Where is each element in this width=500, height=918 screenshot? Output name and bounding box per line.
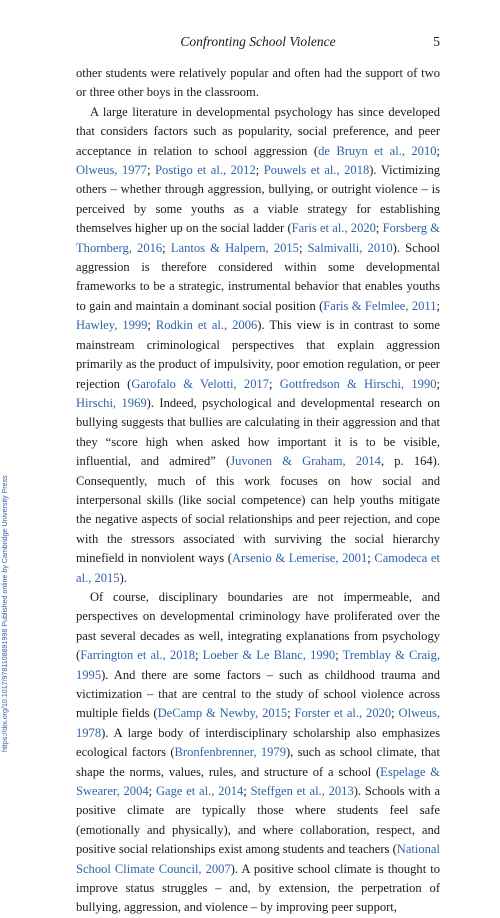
text-run: ). This view is in contrast to some mainstream criminological perspectives that explain aggression primarily as the product of impulsivity, poor emotion regulation, or peer rejection ( — [76, 318, 440, 391]
text-run: other students were relatively popular and often had the support of two or three other boys in the classroom. — [76, 66, 440, 100]
running-head — [76, 34, 440, 54]
doi-link[interactable]: https://doi.org/10.1017/9781108891998 Published online by Cambridge University Press — [1, 475, 9, 752]
citation-link[interactable]: Camodeca et al., 2015 — [76, 551, 440, 585]
text-run: ; — [147, 163, 156, 178]
citation-link[interactable]: Bronfenbrenner, 1979 — [174, 745, 286, 760]
text-run: ), such as school climate, that shape the norms, values, rules, and structure of a school ( — [76, 745, 440, 779]
text-run: ; — [375, 221, 383, 236]
text-run: A large literature in developmental psychology has since developed that considers factors such as popularity, social preference, and peer acceptance in relation to school aggression ( — [76, 104, 440, 158]
text-run: Of course, disciplinary boundaries are not impermeable, and perspectives on developmental criminology have proliferated over the past several decades as well, integrating explanations from psychology ( — [76, 589, 440, 663]
text-run: ). School aggression is therefore considered within some developmental frameworks to be a strategic, instrumental behavior that enables youths to gain and maintain a dominant social position ( — [76, 240, 441, 313]
citation-link[interactable]: Garofalo & Velotti, 2017 — [131, 376, 270, 391]
text-run: ; — [436, 376, 441, 391]
text-run: ; — [391, 706, 399, 721]
text-run: ; — [195, 648, 203, 663]
citation-link[interactable]: de Bruyn et al., 2010 — [318, 143, 437, 158]
text-run: ; — [367, 551, 375, 566]
citation-link[interactable]: Salmivalli, 2010 — [307, 240, 393, 255]
citation-link[interactable]: Pouwels et al., 2018 — [263, 163, 370, 178]
running-title: Confronting School Violence — [180, 34, 336, 49]
citation-link[interactable]: Arsenio & Lemerise, 2001 — [231, 551, 368, 566]
citation-link[interactable]: Juvonen & Graham, 2014 — [230, 454, 381, 469]
citation-link[interactable]: DeCamp & Newby, 2015 — [157, 706, 288, 721]
citation-link[interactable]: Gottfredson & Hirschi, 1990 — [279, 376, 437, 391]
text-run: ; — [436, 298, 440, 313]
citation-link[interactable]: Olweus, 1978 — [76, 706, 440, 740]
citation-link[interactable]: Lantos & Halpern, 2015 — [170, 240, 299, 255]
citation-link[interactable]: Hawley, 1999 — [76, 318, 148, 333]
text-run: ). — [119, 570, 127, 585]
citation-link[interactable]: National School Climate Council, 2007 — [76, 842, 440, 876]
text-run: ). Indeed, psychological and developmental research on bullying suggests that bullies are calculating in their aggression and that they “score high when asked how important it is to be visible, influential, and admired” ( — [76, 395, 440, 469]
text-run: ; — [148, 784, 156, 799]
citation-link[interactable]: Farrington et al., 2018 — [80, 648, 196, 663]
citation-link[interactable]: Faris et al., 2020 — [291, 221, 376, 236]
citation-link[interactable]: Forster et al., 2020 — [294, 706, 392, 721]
citation-link[interactable]: Rodkin et al., 2006 — [155, 318, 258, 333]
citation-link[interactable]: Steffgen et al., 2013 — [250, 784, 354, 799]
citation-link[interactable]: Gage et al., 2014 — [155, 784, 244, 799]
text-run: ; — [269, 376, 280, 391]
text-run: ). Schools with a positive climate are typically those where students feel safe (emotionally and physically), and where collaboration, respect, and positive social relationships exist among students and teachers ( — [76, 784, 441, 857]
citation-link[interactable]: Forsberg & Thornberg, 2016 — [76, 221, 440, 255]
paragraph — [76, 103, 440, 588]
text-run: ; — [243, 784, 251, 799]
citation-link[interactable]: Tremblay & Craig, 1995 — [76, 648, 440, 682]
page-number: 5 — [433, 34, 440, 49]
text-run: ). And there are some factors – such as childhood trauma and victimization – that are central to the study of school violence across multiple fields ( — [76, 667, 440, 721]
text-run: , p. 164). Consequently, much of this work focuses on how social and interpersonal skills (like social competence) can help youths mitigate the negative aspects of social relationships and peer rejection, and cope with the stressors associated with surviving the social hierarchy minefield in nonviolent ways ( — [76, 454, 440, 566]
text-run: ; — [335, 648, 343, 663]
side-note[interactable] — [0, 460, 11, 752]
text-run: ; — [436, 143, 441, 158]
text-run: ; — [298, 240, 308, 255]
citation-link[interactable]: Hirschi, 1969 — [76, 395, 147, 410]
citation-link[interactable]: Loeber & Le Blanc, 1990 — [202, 648, 336, 663]
text-run: ; — [147, 318, 156, 333]
paragraph — [76, 64, 440, 103]
text-run: ; — [162, 240, 171, 255]
text-run: ; — [255, 163, 264, 178]
text-run: ). A positive school climate is thought to improve status struggles – and, by extension, the perpetration of bullying, aggression, and violence – by improving peer support, — [76, 861, 440, 915]
text-run: ). A large body of interdisciplinary scholarship also emphasizes ecological factors ( — [76, 725, 440, 760]
text-run: ; — [287, 706, 295, 721]
citation-link[interactable]: Espelage & Swearer, 2004 — [76, 764, 441, 799]
citation-link[interactable]: Faris & Felmlee, 2011 — [323, 298, 437, 313]
citation-link[interactable]: Olweus, 1977 — [76, 163, 148, 178]
citation-link[interactable]: Postigo et al., 2012 — [155, 163, 256, 178]
body-text — [76, 64, 440, 918]
text-run: ). Victimizing others – whether through aggression, bullying, or outright violence – is perceived by some youths as a viable strategy for establishing themselves higher up on the social ladder ( — [76, 163, 441, 236]
